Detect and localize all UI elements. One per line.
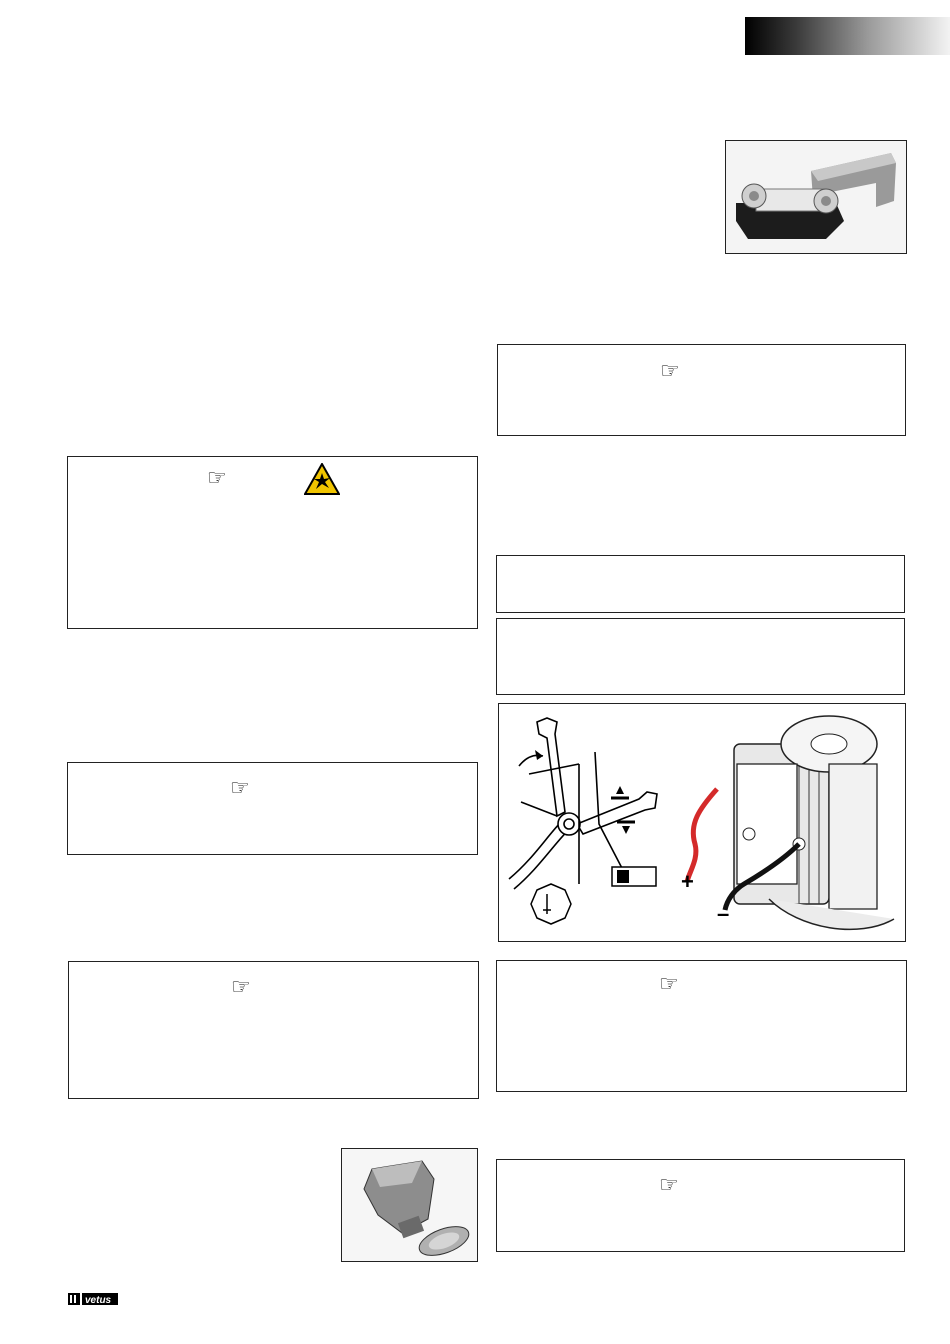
logo-mark xyxy=(68,1293,118,1305)
warning-box xyxy=(67,456,478,629)
vetus-logo xyxy=(68,1292,118,1304)
note-box-3 xyxy=(496,618,905,695)
note-box-5 xyxy=(68,961,479,1099)
note-box-6 xyxy=(496,960,907,1092)
explosion-warning-icon xyxy=(304,463,340,495)
connector-illustration xyxy=(342,1149,478,1262)
header-tab xyxy=(745,17,950,55)
negative-terminal-label: – xyxy=(717,901,730,926)
pointing-hand-icon: ☞ xyxy=(230,776,250,801)
pointing-hand-icon: ☞ xyxy=(659,1173,679,1198)
pointing-hand-icon: ☞ xyxy=(660,359,680,384)
note-box-2 xyxy=(496,555,905,613)
note-box-7 xyxy=(496,1159,905,1252)
fuse-holder-illustration xyxy=(726,141,907,254)
positive-terminal-label: + xyxy=(681,869,694,894)
fuse-holder-photo xyxy=(725,140,907,254)
note-box xyxy=(497,344,906,436)
pointing-hand-icon: ☞ xyxy=(207,466,227,491)
note-box-4 xyxy=(67,762,478,855)
svg-text:vetus: vetus xyxy=(85,1295,112,1305)
terminal-connection-figure xyxy=(498,703,906,942)
pointing-hand-icon: ☞ xyxy=(231,975,251,1000)
terminal-illustration xyxy=(499,704,906,942)
connector-photo xyxy=(341,1148,478,1262)
pointing-hand-icon: ☞ xyxy=(659,972,679,997)
